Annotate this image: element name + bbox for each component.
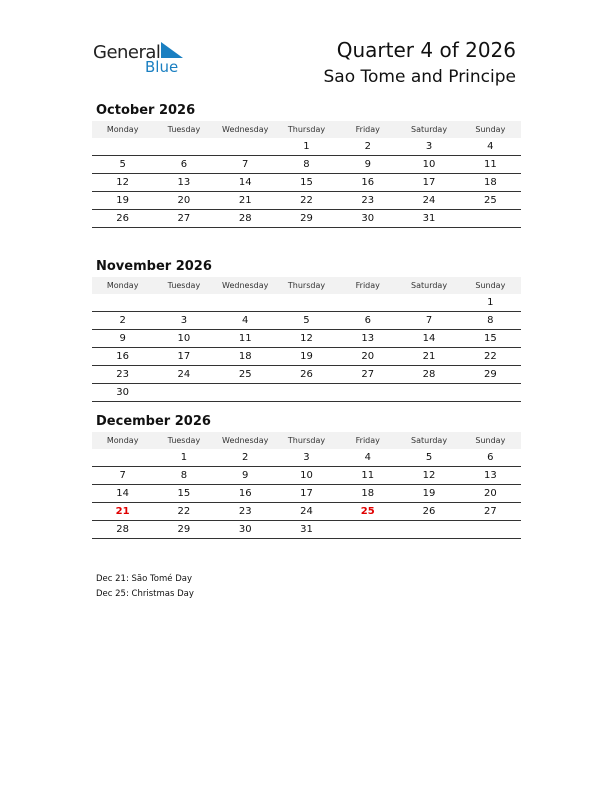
day-cell: 1 — [153, 449, 214, 467]
day-cell: 24 — [153, 366, 214, 384]
week-row — [92, 503, 521, 521]
day-cell: 20 — [337, 348, 398, 366]
weekday-header: Wednesday — [215, 432, 276, 449]
weekday-header: Friday — [337, 432, 398, 449]
day-cell: 22 — [153, 503, 214, 521]
day-cell: 28 — [215, 210, 276, 228]
day-cell: 26 — [398, 503, 459, 521]
week-row — [92, 174, 521, 192]
holiday-note: Dec 21: São Tomé Day — [96, 574, 192, 584]
day-cell: 13 — [153, 174, 214, 192]
weekday-header: Saturday — [398, 121, 459, 138]
day-cell: 12 — [398, 467, 459, 485]
weekday-header: Thursday — [276, 432, 337, 449]
calendar-grid — [92, 432, 521, 539]
day-cell: 2 — [215, 449, 276, 467]
empty-day-cell — [276, 294, 337, 312]
empty-day-cell — [460, 521, 521, 539]
week-row — [92, 192, 521, 210]
day-cell: 9 — [92, 330, 153, 348]
empty-day-cell — [398, 521, 459, 539]
day-cell: 8 — [460, 312, 521, 330]
empty-day-cell — [215, 384, 276, 402]
day-cell: 11 — [215, 330, 276, 348]
day-cell: 6 — [153, 156, 214, 174]
day-cell: 27 — [337, 366, 398, 384]
day-cell: 4 — [460, 138, 521, 156]
generalblue-logo — [93, 40, 193, 80]
day-cell: 3 — [398, 138, 459, 156]
day-cell: 18 — [460, 174, 521, 192]
logo-word-blue: Blue — [145, 58, 179, 76]
day-cell: 13 — [460, 467, 521, 485]
day-cell: 13 — [337, 330, 398, 348]
month-title: November 2026 — [96, 259, 212, 274]
day-cell: 5 — [398, 449, 459, 467]
day-cell: 7 — [92, 467, 153, 485]
day-cell: 15 — [460, 330, 521, 348]
week-row — [92, 138, 521, 156]
day-cell: 6 — [460, 449, 521, 467]
day-cell: 20 — [153, 192, 214, 210]
day-cell: 16 — [337, 174, 398, 192]
day-cell: 30 — [337, 210, 398, 228]
day-cell: 3 — [276, 449, 337, 467]
week-row — [92, 348, 521, 366]
day-cell: 22 — [460, 348, 521, 366]
day-cell: 15 — [276, 174, 337, 192]
week-row — [92, 156, 521, 174]
month-december — [92, 412, 521, 539]
day-cell: 9 — [337, 156, 398, 174]
day-cell: 14 — [215, 174, 276, 192]
weekday-header: Monday — [92, 432, 153, 449]
day-cell: 6 — [337, 312, 398, 330]
day-cell: 8 — [153, 467, 214, 485]
day-cell: 1 — [460, 294, 521, 312]
month-november — [92, 257, 521, 402]
weekday-header: Saturday — [398, 432, 459, 449]
day-cell: 11 — [460, 156, 521, 174]
weekday-header-row — [92, 121, 521, 138]
week-row — [92, 449, 521, 467]
day-cell: 2 — [92, 312, 153, 330]
week-row — [92, 312, 521, 330]
holiday-notes — [96, 572, 194, 602]
day-cell: 10 — [398, 156, 459, 174]
month-title: December 2026 — [96, 414, 211, 429]
day-cell: 25 — [460, 192, 521, 210]
empty-day-cell — [276, 384, 337, 402]
empty-day-cell — [337, 521, 398, 539]
day-cell: 12 — [276, 330, 337, 348]
weekday-header: Sunday — [460, 277, 521, 294]
empty-day-cell — [398, 294, 459, 312]
day-cell: 28 — [92, 521, 153, 539]
weekday-header: Tuesday — [153, 432, 214, 449]
holiday-day-cell: 21 — [92, 503, 153, 521]
day-cell: 16 — [215, 485, 276, 503]
day-cell: 3 — [153, 312, 214, 330]
day-cell: 31 — [276, 521, 337, 539]
day-cell: 24 — [276, 503, 337, 521]
empty-day-cell — [215, 294, 276, 312]
day-cell: 11 — [337, 467, 398, 485]
empty-day-cell — [92, 138, 153, 156]
day-cell: 12 — [92, 174, 153, 192]
day-cell: 7 — [215, 156, 276, 174]
weekday-header: Thursday — [276, 121, 337, 138]
week-row — [92, 294, 521, 312]
weekday-header-row — [92, 277, 521, 294]
day-cell: 21 — [398, 348, 459, 366]
day-cell: 17 — [398, 174, 459, 192]
week-row — [92, 467, 521, 485]
weekday-header: Friday — [337, 121, 398, 138]
empty-day-cell — [92, 294, 153, 312]
day-cell: 21 — [215, 192, 276, 210]
day-cell: 29 — [460, 366, 521, 384]
empty-day-cell — [460, 210, 521, 228]
weekday-header: Monday — [92, 277, 153, 294]
day-cell: 18 — [215, 348, 276, 366]
logo-word-general: General — [93, 42, 161, 63]
day-cell: 28 — [398, 366, 459, 384]
calendar-grid — [92, 277, 521, 402]
day-cell: 14 — [92, 485, 153, 503]
week-row — [92, 521, 521, 539]
weekday-header: Sunday — [460, 432, 521, 449]
empty-day-cell — [398, 384, 459, 402]
empty-day-cell — [153, 294, 214, 312]
day-cell: 8 — [276, 156, 337, 174]
weekday-header: Tuesday — [153, 277, 214, 294]
calendar-grid — [92, 121, 521, 228]
holiday-note: Dec 25: Christmas Day — [96, 589, 194, 599]
weekday-header: Sunday — [460, 121, 521, 138]
day-cell: 4 — [215, 312, 276, 330]
day-cell: 19 — [92, 192, 153, 210]
day-cell: 15 — [153, 485, 214, 503]
day-cell: 10 — [153, 330, 214, 348]
weekday-header: Tuesday — [153, 121, 214, 138]
day-cell: 22 — [276, 192, 337, 210]
empty-day-cell — [337, 294, 398, 312]
week-row — [92, 210, 521, 228]
week-row — [92, 384, 521, 402]
day-cell: 10 — [276, 467, 337, 485]
weekday-header: Wednesday — [215, 121, 276, 138]
day-cell: 23 — [215, 503, 276, 521]
day-cell: 7 — [398, 312, 459, 330]
weekday-header: Saturday — [398, 277, 459, 294]
day-cell: 5 — [276, 312, 337, 330]
month-october — [92, 101, 521, 228]
weekday-header: Wednesday — [215, 277, 276, 294]
day-cell: 23 — [337, 192, 398, 210]
day-cell: 19 — [398, 485, 459, 503]
day-cell: 29 — [153, 521, 214, 539]
day-cell: 27 — [153, 210, 214, 228]
day-cell: 17 — [153, 348, 214, 366]
day-cell: 9 — [215, 467, 276, 485]
page-subtitle: Sao Tome and Principe — [323, 67, 516, 87]
holiday-day-cell: 25 — [337, 503, 398, 521]
day-cell: 23 — [92, 366, 153, 384]
day-cell: 16 — [92, 348, 153, 366]
day-cell: 31 — [398, 210, 459, 228]
empty-day-cell — [153, 384, 214, 402]
day-cell: 26 — [276, 366, 337, 384]
day-cell: 19 — [276, 348, 337, 366]
day-cell: 17 — [276, 485, 337, 503]
week-row — [92, 330, 521, 348]
day-cell: 30 — [215, 521, 276, 539]
day-cell: 4 — [337, 449, 398, 467]
day-cell: 25 — [215, 366, 276, 384]
empty-day-cell — [337, 384, 398, 402]
day-cell: 26 — [92, 210, 153, 228]
day-cell: 30 — [92, 384, 153, 402]
weekday-header: Friday — [337, 277, 398, 294]
empty-day-cell — [92, 449, 153, 467]
day-cell: 29 — [276, 210, 337, 228]
day-cell: 27 — [460, 503, 521, 521]
day-cell: 18 — [337, 485, 398, 503]
day-cell: 24 — [398, 192, 459, 210]
empty-day-cell — [460, 384, 521, 402]
day-cell: 1 — [276, 138, 337, 156]
day-cell: 2 — [337, 138, 398, 156]
week-row — [92, 485, 521, 503]
weekday-header: Monday — [92, 121, 153, 138]
weekday-header: Thursday — [276, 277, 337, 294]
week-row — [92, 366, 521, 384]
day-cell: 20 — [460, 485, 521, 503]
weekday-header-row — [92, 432, 521, 449]
page-title: Quarter 4 of 2026 — [336, 38, 516, 62]
day-cell: 14 — [398, 330, 459, 348]
empty-day-cell — [215, 138, 276, 156]
empty-day-cell — [153, 138, 214, 156]
day-cell: 5 — [92, 156, 153, 174]
month-title: October 2026 — [96, 103, 196, 118]
